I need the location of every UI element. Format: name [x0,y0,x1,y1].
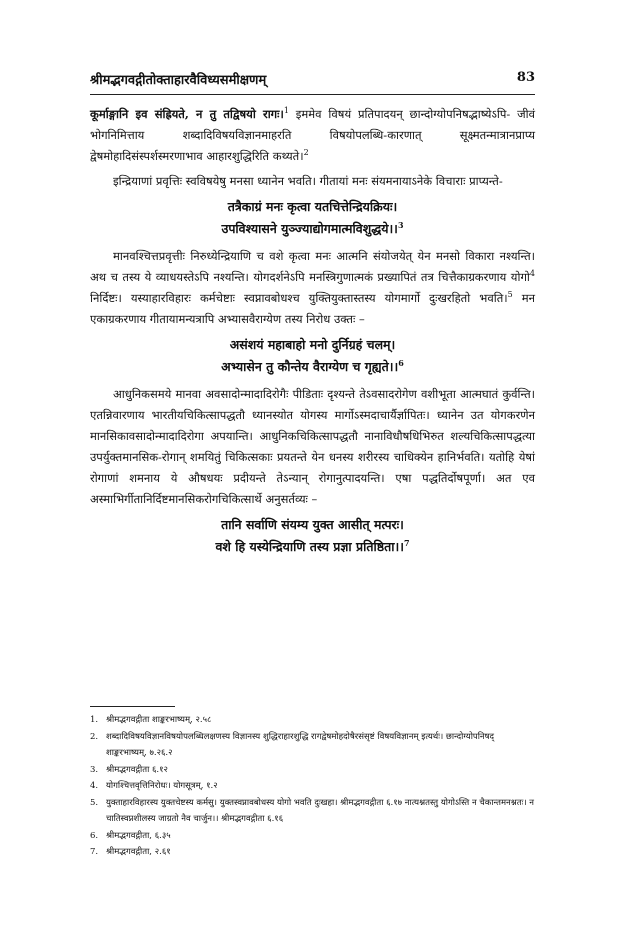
footnote-number: 3. [90,764,99,775]
footnote-ref-7: 7 [403,537,410,548]
footnote [90,712,535,729]
verse-3 [90,514,535,558]
paragraph-1 [90,104,535,167]
footnote-rule [90,706,175,707]
footnote-text: युक्ताहारविहारस्य युक्तचेष्टस्य कर्मसु। युक्तस्वप्नावबोधस्य योगो भवति दुःखहा। श्रीमद्भगवद्गीता ६.१७ नात्यश्नतस्तु योगोऽस्ति न चैकान्तमनश्नतः। न चातिस्वप्नशीलस्य जाग्रतो नैव चार्जुन।। श्रीमद्भगवद्गीता ६.१६ [106,797,534,824]
footnote-text: श्रीमद्भगवद्गीता, २.६१ [106,847,171,857]
footnote-ref-5: 5 [507,290,513,300]
paragraph-3-part-b: निर्दिष्टः। यस्याहारविहारः कर्मचेष्टाः स्वप्नावबोधश्च युक्तियुक्तास्तस्य योगमार्गो दुःखरहितो भवति। [90,291,508,305]
paragraph-1-lead: कूर्माङ्गानि इव संह्रियते, न तु तद्विषयो रागः। [90,107,284,121]
footnote [90,762,535,779]
paragraph-1-text: इममेव विषयं प्रतिपादयन् छान्दोग्योपनिषद्भाष्येऽपि- जीवं भोगनिमित्ताय शब्दादिविषयविज्ञानमाहरति विषयोपलब्धि-कारणात् सूक्ष्मतन्मात्रानप्राप्य द्वेषमोहादिसंस्पर्शस्मरणाभाव आहारशुद्धिरिति कथ्यते। [90,107,535,163]
verse-3-line-2: वशे हि यस्येन्द्रियाणि तस्य प्रज्ञा प्रतिष्ठिता।। [215,539,404,554]
footnote-ref-2: 2 [303,148,309,158]
footnote-number: 2. [90,731,99,742]
page-number: 83 [516,70,535,85]
verse-1-line-2: उपविश्यासने युञ्ज्याद्योगमात्मविशुद्धये।। [221,221,398,236]
verse-2-line-2: अभ्यासेन तु कौन्तेय वैराग्येण च गृह्यते।। [221,359,399,374]
footnote-number: 1. [90,715,99,725]
verse-3-line-1: तानि सर्वाणि संयम्य युक्त आसीत् मत्परः। [221,517,404,532]
main-text [90,104,535,564]
header-rule [90,94,535,95]
verse-2-line-1: असंशयं महाबाहो मनो दुर्निग्रहं चलम्। [229,337,396,352]
footnote-text: योगश्चित्तवृत्तिनिरोधः। योगसूत्रम्, १.२ [106,781,218,791]
running-title: श्रीमद्भगवद्गीतोक्ताहारवैविध्यसमीक्षणम् [90,73,267,88]
paragraph-3 [90,246,535,330]
footnote-number: 7. [90,847,99,857]
verse-2 [90,334,535,378]
footnote-text: श्रीमद्भगवद्गीता, ६.३५ [106,830,171,841]
paragraph-3-part-c: मन एकाग्रकरणाय गीतायामन्यत्रापि अभ्यासवैराग्येण तस्य निरोध उक्तः – [90,291,535,326]
footnote [90,844,535,861]
footnote-number: 6. [90,830,99,841]
footnote-ref-1: 1 [283,106,289,116]
footnote-text: श्रीमद्भगवद्गीता ६.१२ [106,764,168,775]
footnote-text: शब्दादिविषयविज्ञानविषयोपलब्धिलक्षणस्य विज्ञानस्य शुद्धिराहारशुद्धि रागद्वेषमोहदोषैरसंसृष्टं विषयविज्ञानम् इत्यर्थः। छान्दोग्योपनिषद् शाङ्करभाष्यम्, ७.२६.२ [106,731,495,758]
verse-1-line-1: तत्रैकाग्रं मनः कृत्वा यतचित्तेन्द्रियक्रियः। [227,199,398,214]
footnote-number: 4. [90,781,99,791]
paragraph-4: आधुनिकसमये मानवा अवसादोन्मादादिरोगैः पीडिताः दृश्यन्ते तेऽवसादरोगेण वशीभूता आत्मघातं कुर्वन्ति। एतन्निवारणाय भारतीयचिकित्सापद्धतौ ध्यानस्योत योगस्य मार्गोऽस्मदाचार्यैर्ज्ञापितः। ध्यानेन उत योगकरणेन मानसिकावसादोन्मादादिरोगा अपयान्ति। आधुनिकचिकित्सापद्धतौ नानाविधौषधिभिरुत शल्यचिकित्सापद्धत्या उपर्युक्तमानसिक-रोगान् शमयितुं चिकित्सकाः प्रयतन्ते येन धनस्य शरीरस्य चाधिक्येन हानिर्भवति। यतोहि येषां रोगाणां शमनाय ये औषधयः प्रदीयन्ते तेऽन्यान् रोगानुत्पादयन्ति। एषा पद्धतिर्दोषपूर्णा। अत एव अस्माभिर्गीतानिर्दिष्टमानसिकरोगचिकित्सार्थे अनुसर्तव्यः – [90,387,535,506]
paragraph-3-part-a: मानवश्चित्तप्रवृत्तीः निरुध्येन्द्रियाणि च वशे कृत्वा मनः आत्मनि संयोजयेत् येन मनसो विकारा नश्यन्ति। अथ च तस्य ये व्याधयस्तेऽपि नश्यन्ति। योगदर्शनेऽपि मनस्त्रिगुणात्मकं प्रख्यापितं तत्र चित्तैकाग्रकरणाय योगो [90,249,535,284]
footnote-text: श्रीमद्भगवद्गीता शाङ्करभाष्यम्, २.५८ [106,715,212,725]
verse-1 [90,196,535,240]
page-header [90,70,535,92]
footnote [90,795,535,828]
footnote-number: 5. [90,797,99,808]
footnote-ref-6: 6 [398,357,404,368]
footnote-ref-3: 3 [397,219,404,230]
footnote [90,729,535,762]
paragraph-2: इन्द्रियाणां प्रवृत्तिः स्वविषयेषु मनसा ध्यानेन भवति। गीतायां मनः संयमनायाऽनेके विचाराः प्राप्यन्ते- [113,174,503,188]
footnote-ref-4: 4 [529,269,535,279]
footnote [90,778,535,795]
footnotes [90,712,535,861]
footnote [90,828,535,845]
